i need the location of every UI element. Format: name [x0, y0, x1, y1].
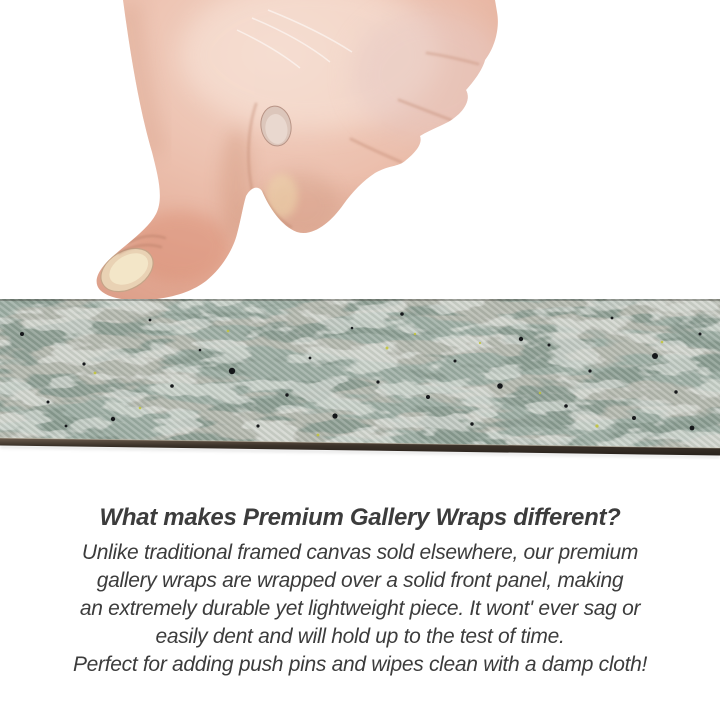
body-line: Unlike traditional framed canvas sold elsewhere, our premium [81, 541, 639, 564]
canvas-edge-strip [0, 298, 720, 460]
hand-fist-thumb-down-icon [0, 0, 720, 300]
headline: What makes Premium Gallery Wraps different? [99, 504, 621, 531]
body-line: an extremely durable yet lightweight piece. It wont' ever sag or [79, 597, 641, 620]
body-line: gallery wraps are wrapped over a solid front panel, making [96, 569, 624, 592]
body-line: easily dent and will hold up to the test of time. [155, 625, 565, 648]
hand-pressing-illustration [0, 0, 720, 300]
body-line: Perfect for adding push pins and wipes clean with a damp cloth! [72, 653, 648, 676]
canvas-texture-icon [0, 298, 720, 460]
marketing-copy [0, 503, 720, 679]
